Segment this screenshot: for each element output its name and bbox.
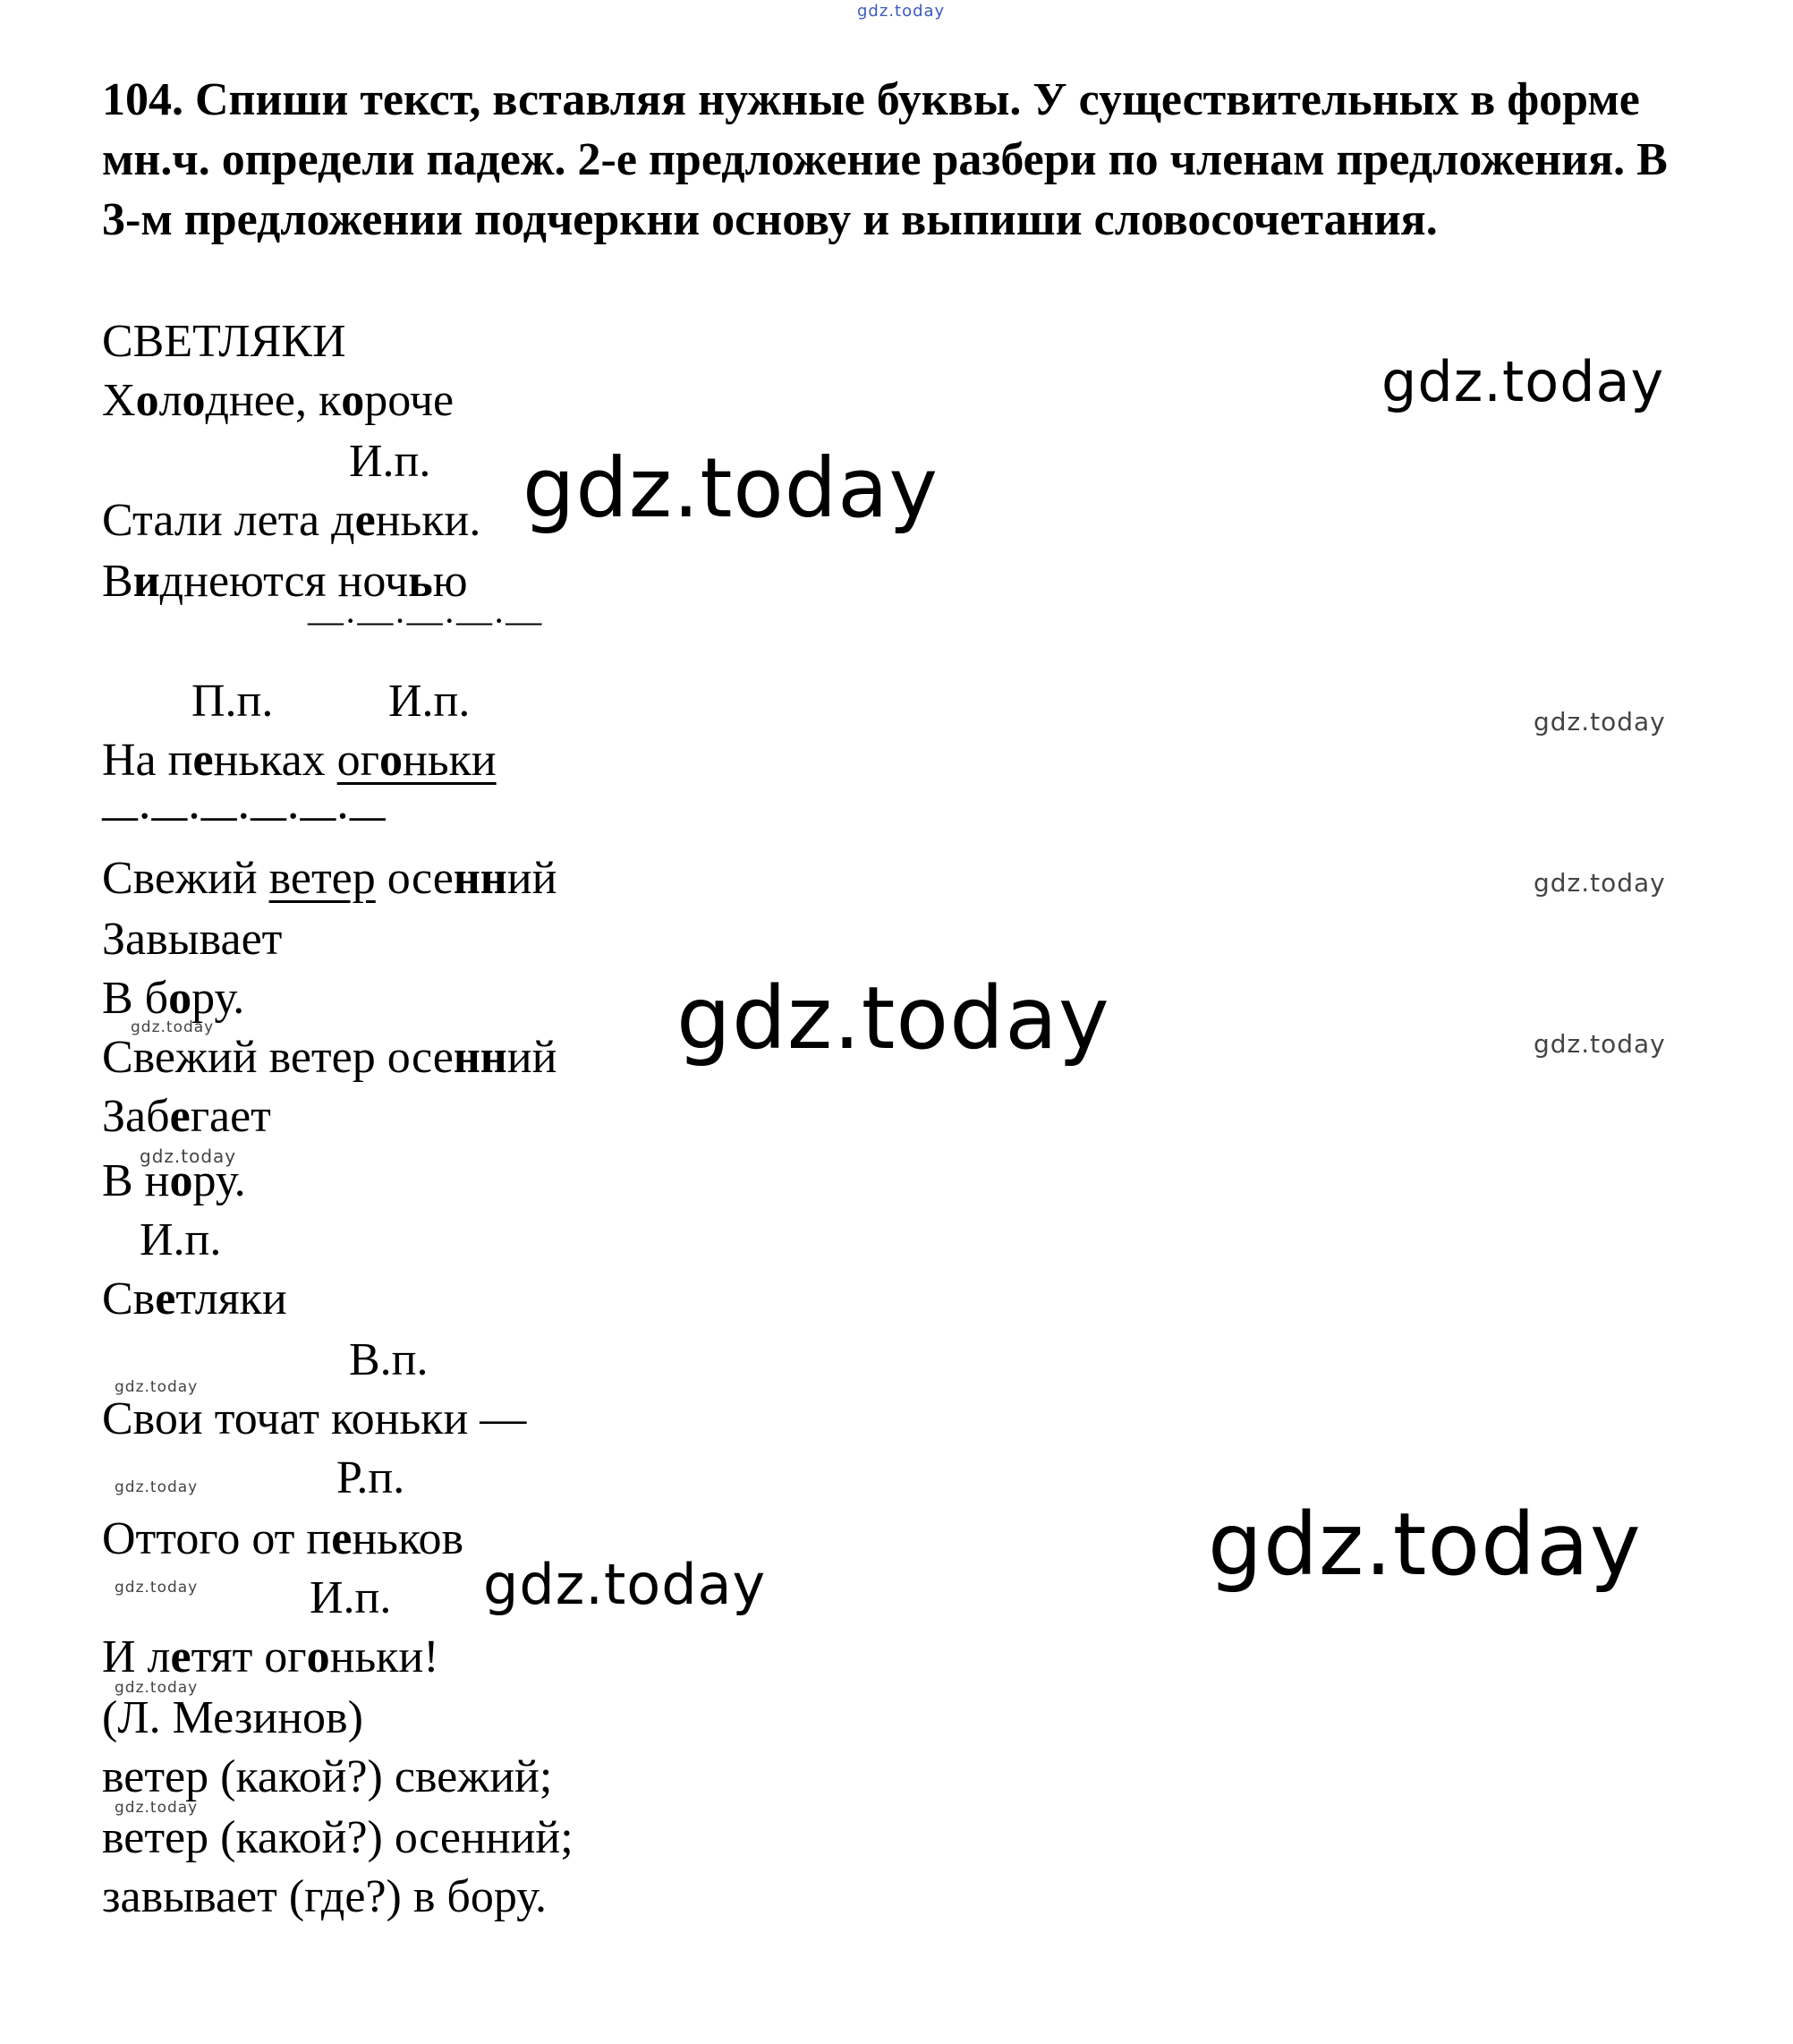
case-label: И.п. — [388, 676, 471, 727]
case-label: П.п. — [191, 676, 274, 727]
poem-author: (Л. Мезинов) — [102, 1692, 363, 1743]
phrase-line: ветер (какой?) свежий; — [102, 1751, 553, 1802]
watermark-small: gdz.today — [1534, 1029, 1666, 1059]
poem-line-2: Стали лета деньки. — [102, 495, 481, 546]
watermark-large: gdz.today — [1208, 1495, 1642, 1595]
case-label: Р.п. — [336, 1452, 405, 1503]
poem-line-7: В бору. — [102, 973, 245, 1024]
poem-line-6: Завывает — [102, 914, 283, 965]
case-label: В.п. — [349, 1334, 429, 1385]
adverbial-underline-marks: —·—·—·—·— — [308, 600, 543, 641]
watermark-small: gdz.today — [1534, 868, 1666, 898]
watermark-large: gdz.today — [1381, 349, 1665, 414]
poem-title: СВЕТЛЯКИ — [102, 316, 346, 367]
case-label: И.п. — [310, 1572, 392, 1623]
watermark-tiny: gdz.today — [115, 1378, 199, 1396]
adverbial-underline-marks: —·—·—·—·—·— — [102, 796, 387, 836]
poem-line-3: Виднеются ночью — [102, 556, 468, 607]
phrase-line: завывает (где?) в бору. — [102, 1871, 547, 1922]
poem-line-1: Холоднее, короче — [102, 375, 455, 426]
watermark-tiny: gdz.today — [115, 1799, 199, 1817]
watermark-medium: gdz.today — [483, 1552, 767, 1617]
poem-line-8: Свежий ветер осенний — [102, 1032, 557, 1083]
watermark-tiny: gdz.today — [140, 1145, 237, 1167]
watermark-tiny: gdz.today — [115, 1679, 199, 1697]
watermark-top: gdz.today — [857, 2, 946, 21]
case-label: И.п. — [140, 1214, 222, 1265]
phrase-line: ветер (какой?) осенний; — [102, 1812, 574, 1863]
watermark-tiny: gdz.today — [115, 1579, 199, 1597]
case-label: И.п. — [349, 436, 431, 487]
poem-line-4: На пеньках огоньки — [102, 735, 497, 786]
poem-line-11: Светляки — [102, 1273, 287, 1324]
poem-line-10: В нору. — [102, 1155, 246, 1206]
poem-line-9: Забегает — [102, 1091, 271, 1142]
poem-line-5: Свежий ветер осенний — [102, 853, 557, 904]
poem-line-12: Свои точат коньки — — [102, 1393, 527, 1444]
watermark-large: gdz.today — [676, 968, 1110, 1069]
watermark-large: gdz.today — [523, 440, 939, 536]
watermark-small: gdz.today — [1534, 707, 1666, 737]
watermark-tiny: gdz.today — [131, 1018, 215, 1036]
poem-line-13: Оттого от пеньков — [102, 1513, 464, 1564]
watermark-tiny: gdz.today — [115, 1478, 199, 1496]
task-heading: 104. Спиши текст, вставляя нужные буквы. У существительных в форме мн.ч. определи падеж. 2-е предложение разбери по членам предложения. В 3-м предложении подчеркни основу и выпиши словосочетания. — [102, 74, 1668, 245]
poem-line-14: И летят огоньки! — [102, 1631, 439, 1682]
